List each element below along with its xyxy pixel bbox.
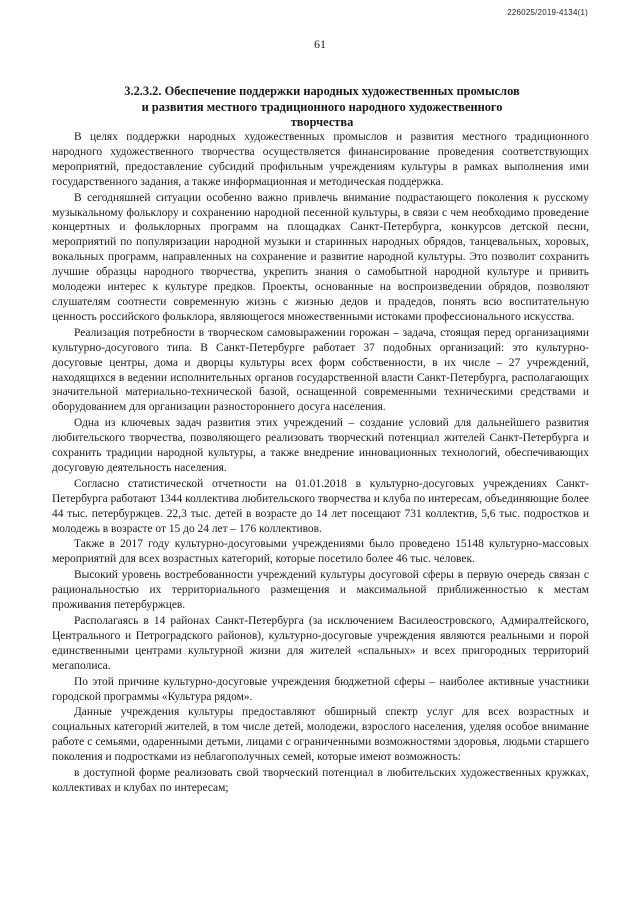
paragraph: В целях поддержки народных художественных промыслов и развития местного традиционного народного художественного творчества осуществляется финансирование проведения соответствующих мероприятий, предоставление субсидий профильным учреждениям культуры в рамках выполнения ими государственного задания, а также информационная и методическая поддержка. xyxy=(52,131,589,188)
document-body xyxy=(52,130,589,797)
paragraph: Согласно статистической отчетности на 01.01.2018 в культурно-досуговых учреждениях Санкт-Петербурга работают 1344 коллектива любительского творчества и клуба по интересам, объединяющие более 44 тыс. петербуржцев. 22,3 тыс. детей в возрасте до 14 лет посещают 731 коллектив, 5,6 тыс. подростков и молодежь в возрасте от 15 до 24 лет – 176 коллективов. xyxy=(52,477,589,535)
paragraph: Также в 2017 году культурно-досуговыми учреждениями было проведено 15148 культурно-массовых мероприятий для всех возрастных категорий, которые посетило более 46 тыс. человек. xyxy=(52,538,589,566)
paragraph: Реализация потребности в творческом самовыражении горожан – задача, стоящая перед организациями культурно-досугового типа. В Санкт-Петербурге работает 37 подобных организаций: это культурно-досуговые центры, дома и дворцы культуры всех форм собственности, в их числе – 27 учреждений, находящихся в ведении исполнительных органов государственной власти Санкт-Петербурга, располагающих значительной материально-технической базой, оснащенной современными техническими средствами и оборудованием для организации разностороннего досуга населения. xyxy=(52,326,589,414)
document-registration-number: 226025/2019-4134(1) xyxy=(507,8,588,17)
paragraph: Располагаясь в 14 районах Санкт-Петербурга (за исключением Василеостровского, Адмиралтейского, Центрального и Петроградского районов), культурно-досуговые учреждения являются реальными и порой единственными центрами культурной жизни для жителей «спальных» и всех пригородных территорий мегаполиса. xyxy=(52,615,589,672)
page-number: 61 xyxy=(314,37,326,51)
paragraph: Высокий уровень востребованности учреждений культуры досуговой сферы в первую очередь связан с рациональностью их территориального размещения и максимальной приближенностью к местам проживания петербуржцев. xyxy=(52,569,589,612)
paragraph: Данные учреждения культуры предоставляют обширный спектр услуг для всех возрастных и социальных категорий жителей, в том числе детей, молодежи, взрослого населения, уделяя особое внимание работе с семьями, одаренными детьми, лицами с ограниченными возможностями здоровья, людьми старшего поколения и подростками из неблагополучных семей, которые имеют возможность: xyxy=(52,706,589,764)
paragraph: По этой причине культурно-досуговые учреждения бюджетной сферы – наиболее активные участники городской программы «Культура рядом». xyxy=(52,675,589,703)
section-heading: 3.2.3.2. Обеспечение поддержки народных художественных промыслов и развития местного традиционного народного художественного творчества xyxy=(124,84,520,129)
paragraph: в доступной форме реализовать свой творческий потенциал в любительских художественных кружках, коллективах и клубах по интересам; xyxy=(52,767,589,794)
paragraph: Одна из ключевых задач развития этих учреждений – создание условий для дальнейшего развития любительского творчества, позволяющего реализовать творческий потенциал жителей Санкт-Петербурга и сохранить традиции народной культуры, а также внедрение инновационных технологий, обеспечивающих досуговую деятельность населения. xyxy=(52,417,589,474)
paragraph: В сегодняшней ситуации особенно важно привлечь внимание подрастающего поколения к русскому музыкальному фольклору и сохранению народной песенной культуры, в связи с чем необходимо проведение концертных и фольклорных программ на площадках Санкт-Петербурга, конкурсов детской песни, мероприятий по популяризации народной музыки и старинных народных обрядов, танцевальных, хоровых, вокальных программ, направленных на сохранение и развитие народной культуры. Это позволит сохранить лучшие образцы народного творчества, укрепить знания о самобытной народной культуре и привить молодежи интерес к культуре предков. Проекты, основанные на воспроизведении обрядов, позволяют слушателям соотнести современную жизнь с жизнью дедов и прадедов, понять всю воспитательную ценность российского фольклора, являющегося множественными истоками профессионального искусства. xyxy=(52,191,589,323)
